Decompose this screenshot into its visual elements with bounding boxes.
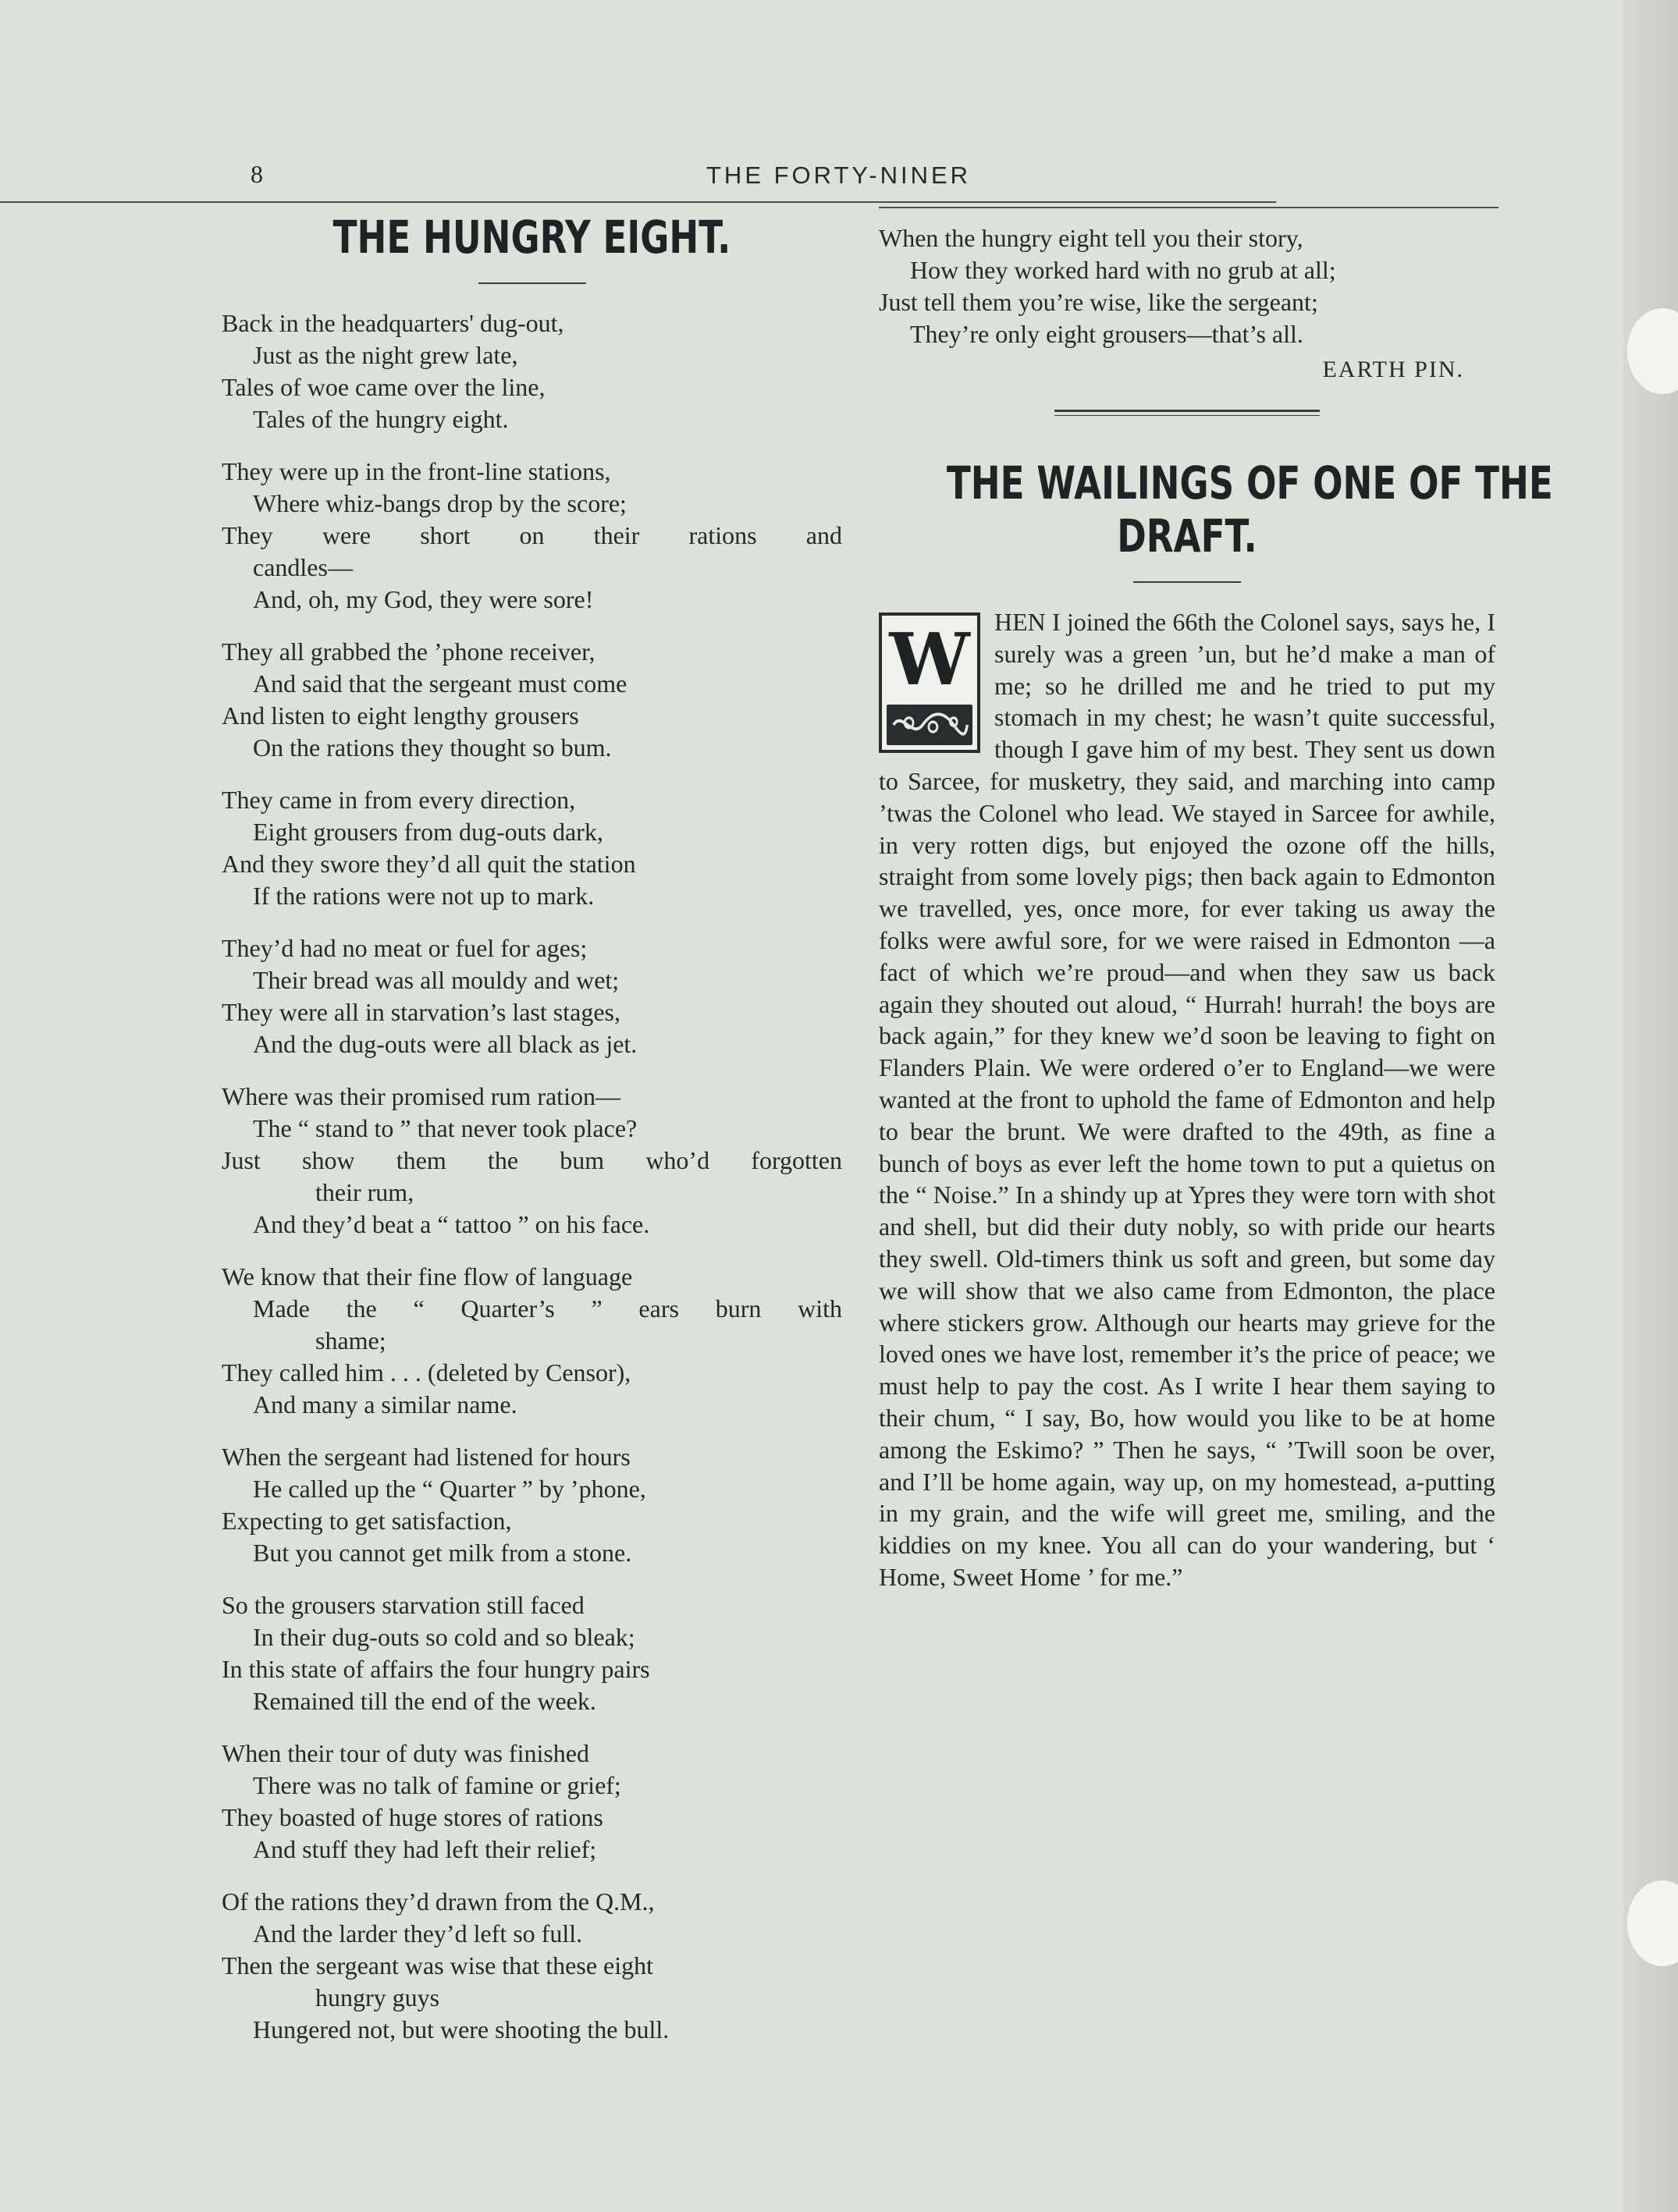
- stanza: [222, 1441, 842, 1569]
- poem-line: We know that their fine flow of language: [222, 1262, 633, 1291]
- right-column: [879, 222, 1553, 1593]
- poem-line: He called up the “ Quarter ” by ’phone,: [253, 1475, 646, 1503]
- stanza: [222, 1081, 842, 1241]
- stanza: [222, 1261, 842, 1421]
- poem-line: They called him . . . (deleted by Censor),: [222, 1358, 631, 1386]
- poem-line: Made the “ Quarter’s ” ears burn with: [253, 1294, 842, 1323]
- poem-line: candles—: [253, 553, 353, 581]
- poem-line: shame;: [315, 1326, 386, 1355]
- header-rule: [0, 201, 1276, 203]
- poem-line: When their tour of duty was finished: [222, 1739, 589, 1767]
- poem-line: And stuff they had left their relief;: [253, 1835, 597, 1863]
- stanza: [222, 1589, 842, 1717]
- poem-line: They’re only eight grousers—that’s all.: [910, 320, 1303, 348]
- poem-line: On the rations they thought so bum.: [253, 733, 612, 762]
- poem-line: When the sergeant had listened for hours: [222, 1443, 631, 1471]
- poem-line: Tales of woe came over the line,: [222, 373, 546, 401]
- drop-cap: [879, 612, 980, 753]
- poem-line: Just show them the bum who’d forgotten: [222, 1146, 842, 1174]
- poem-line: And they’d beat a “ tattoo ” on his face.: [253, 1210, 650, 1238]
- poem-line: And the larder they’d left so full.: [253, 1919, 583, 1947]
- drop-cap-letter: W: [889, 617, 970, 701]
- poem-line: Their bread was all mouldy and wet;: [253, 966, 620, 994]
- poem-line: Just tell them you’re wise, like the sergeant;: [879, 288, 1318, 316]
- poem-line: Where whiz-bangs drop by the score;: [253, 489, 627, 517]
- poem-line: They all grabbed the ’phone receiver,: [222, 637, 595, 666]
- poem-line: They were up in the front-line stations,: [222, 457, 611, 485]
- poem-line: And many a similar name.: [253, 1390, 517, 1418]
- poem-line: In this state of affairs the four hungry pairs: [222, 1655, 650, 1683]
- poem-line: There was no talk of famine or grief;: [253, 1771, 621, 1799]
- poem-line: Eight grousers from dug-outs dark,: [253, 818, 603, 846]
- poem-line: They were all in starvation’s last stages,: [222, 998, 620, 1026]
- stanza: [222, 784, 842, 912]
- poem-line: Remained till the end of the week.: [253, 1687, 596, 1715]
- article-text: HEN I joined the 66th the Colonel says, says he, I surely was a green ’un, but he’d make a man of me; so he drilled me and he tried to put my stomach in my chest; he wasn’t quite successful, though I gave him of my best. They sent us down to Sarcee, for musketry, they said, and marching into camp ’twas the Colonel who lead. We stayed in Sarcee for awhile, in very rotten digs, but enjoyed the ozone off the hills, straight from some lovely pigs; then back again to Edmonton we travelled, yes, once more, for ever taking us away the folks were awful sore, for we were raised in Edmonton —a fact of which we’re proud—and when they saw us back again they shouted out aloud, “ Hurrah! hurrah! the boys are back again,” for they knew we’d soon be leaving to fight on Flanders Plain. We were ordered o’er to England—we were wanted at the front to uphold the fame of Edmonton and help to bear the brunt. We were drafted to the 49th, as fine a bunch of boys as ever left the home town to put a quietus on the “ Noise.” In a shindy up at Ypres they were torn with shot and shell, but did their duty nobly, so with pride our hearts they swell. Old-timers think us soft and green, but some day we will show that we also came from Edmonton, the place where stickers grow. Although our hearts may grieve for the loved ones we have lost, remember it’s the price of peace; we must help to pay the cost. As I write I hear them saying to their chum, “ I say, Bo, how would you like to be at home among the Eskimo? ” Then he says, “ ’Twill soon be over, and I’ll be home again, way up, on my homestead, a-putting in my grain, and the wife will greet me, smiling, and the kiddies on my knee. You all can do your wandering, but ‘ Home, Sweet Home ’ for me.”: [879, 608, 1495, 1591]
- stanza: [222, 636, 842, 764]
- poem-line: They’d had no meat or fuel for ages;: [222, 934, 588, 962]
- section-divider: [1054, 410, 1320, 416]
- page-number: 8: [251, 160, 263, 188]
- poem-line: Then the sergeant was wise that these eight: [222, 1951, 654, 1979]
- poem-line: So the grousers starvation still faced: [222, 1591, 585, 1619]
- poem-line: Tales of the hungry eight.: [253, 405, 509, 433]
- poem-line: And said that the sergeant must come: [253, 669, 627, 698]
- poem-line: Where was their promised rum ration—: [222, 1082, 620, 1110]
- poem-title: THE HUNGRY EIGHT.: [332, 211, 731, 264]
- poem-line: Hungered not, but were shooting the bull.: [253, 2015, 670, 2043]
- poem-line: The “ stand to ” that never took place?: [253, 1114, 638, 1142]
- poem-continuation: [879, 222, 1495, 350]
- poem-line: And, oh, my God, they were sore!: [253, 585, 594, 613]
- poem-line: And the dug-outs were all black as jet.: [253, 1030, 638, 1058]
- stanza: [222, 456, 842, 616]
- left-column: [222, 211, 842, 2066]
- poem-line: Just as the night grew late,: [253, 341, 518, 369]
- header-rule-secondary: [879, 207, 1498, 208]
- poem-line: They came in from every direction,: [222, 786, 576, 814]
- stanza: [222, 1738, 842, 1866]
- stanza: [222, 307, 842, 435]
- title-rule: [1133, 581, 1241, 583]
- poem-line: Back in the headquarters' dug-out,: [222, 309, 564, 337]
- poem-line: They boasted of huge stores of rations: [222, 1803, 603, 1831]
- stanza: [222, 932, 842, 1060]
- poem-body: [222, 307, 842, 2046]
- poem-line: their rum,: [315, 1178, 414, 1206]
- poem-line: But you cannot get milk from a stone.: [253, 1539, 632, 1567]
- author-signature: EARTH PIN.: [1322, 357, 1464, 382]
- page-header: [222, 160, 1498, 191]
- poem-line: Of the rations they’d drawn from the Q.M.,: [222, 1887, 655, 1916]
- poem-line: How they worked hard with no grub at all;: [910, 256, 1336, 284]
- poem-line: Expecting to get satisfaction,: [222, 1507, 512, 1535]
- poem-line: They were short on their rations and: [222, 521, 842, 549]
- poem-line: If the rations were not up to mark.: [253, 882, 595, 910]
- poem-line: And they swore they’d all quit the station: [222, 850, 636, 878]
- poem-line: And listen to eight lengthy grousers: [222, 701, 579, 730]
- running-title: THE FORTY-NINER: [706, 162, 972, 189]
- poem-line: When the hungry eight tell you their story,: [879, 224, 1303, 252]
- poem-line: In their dug-outs so cold and so bleak;: [253, 1623, 635, 1651]
- article-title: [946, 456, 1553, 563]
- poem-line: hungry guys: [315, 1983, 440, 2011]
- article-body: [879, 606, 1495, 1593]
- stanza: [222, 1886, 842, 2046]
- title-rule: [478, 282, 586, 284]
- article-title-line: THE WAILINGS OF ONE OF THE: [946, 456, 1553, 510]
- floral-ornament-icon: [887, 705, 972, 745]
- article-title-line: DRAFT.: [1117, 510, 1257, 563]
